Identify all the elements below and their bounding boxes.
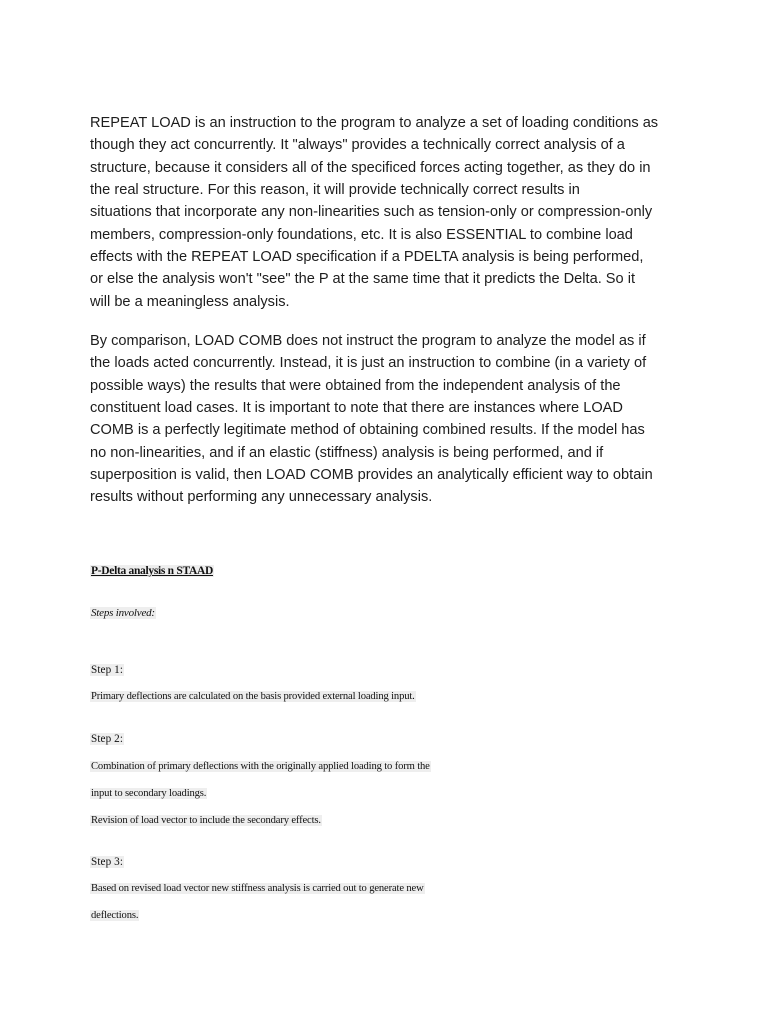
repeat-load-paragraph [90, 112, 690, 313]
step-1-title [90, 664, 124, 676]
step-2-line [90, 788, 207, 799]
text-line: or else the analysis won't "see" the P at the same time that it predicts the Delta. So it [90, 271, 636, 288]
text-line: COMB is a perfectly legitimate method of obtaining combined results. If the model has [90, 422, 645, 439]
section-heading [90, 565, 214, 577]
step-3-line [90, 883, 425, 894]
step-2-line [90, 815, 322, 826]
text-line: results without performing any unnecessary analysis. [90, 489, 433, 506]
text-line: members, compression-only foundations, etc. It is also ESSENTIAL to combine load [90, 226, 633, 243]
text-line: the real structure. For this reason, it will provide technically correct results in [90, 182, 580, 199]
step-line-text: Revision of load vector to include the secondary effects. [91, 815, 321, 826]
step-title-text: Step 2: [91, 733, 124, 745]
step-line-text: input to secondary loadings. [91, 788, 207, 799]
text-line: effects with the REPEAT LOAD specification if a PDELTA analysis is being performed, [90, 249, 644, 266]
step-line-text: Based on revised load vector new stiffness analysis is carried out to generate new [91, 883, 424, 894]
step-line-text: Primary deflections are calculated on the basis provided external loading input. [91, 691, 415, 702]
step-3-title [90, 856, 124, 868]
steps-label-text: Steps involved: [91, 607, 155, 619]
text-line: the loads acted concurrently. Instead, it is just an instruction to combine (in a variety of [90, 355, 647, 372]
step-title-text: Step 3: [91, 856, 124, 868]
text-line: though they act concurrently. It "always" provides a technically correct analysis of a [90, 137, 625, 154]
load-comb-paragraph [90, 330, 690, 509]
section-heading-text: P-Delta analysis n STAAD [91, 565, 213, 577]
text-line: possible ways) the results that were obtained from the independent analysis of the [90, 377, 621, 394]
text-line: constituent load cases. It is important to note that there are instances where LOAD [90, 400, 623, 417]
steps-label [90, 607, 156, 619]
text-line: no non-linearities, and if an elastic (stiffness) analysis is being performed, and if [90, 444, 604, 461]
step-1-line [90, 691, 416, 702]
step-line-text: Combination of primary deflections with the originally applied loading to form the [91, 761, 430, 772]
text-line: REPEAT LOAD is an instruction to the program to analyze a set of loading conditions as [90, 115, 659, 131]
text-line: superposition is valid, then LOAD COMB provides an analytically efficient way to obtain [90, 467, 653, 484]
step-title-text: Step 1: [91, 664, 124, 676]
text-line: situations that incorporate any non-linearities such as tension-only or compression-only [90, 204, 653, 221]
step-line-text: deflections. [91, 910, 139, 921]
text-line: structure, because it considers all of the specificed forces acting together, as they do in [90, 159, 651, 176]
step-2-title [90, 733, 124, 745]
step-2-line [90, 761, 431, 772]
step-3-line [90, 910, 139, 921]
text-line: will be a meaningless analysis. [90, 293, 290, 310]
text-line: By comparison, LOAD COMB does not instruct the program to analyze the model as if [90, 333, 646, 349]
